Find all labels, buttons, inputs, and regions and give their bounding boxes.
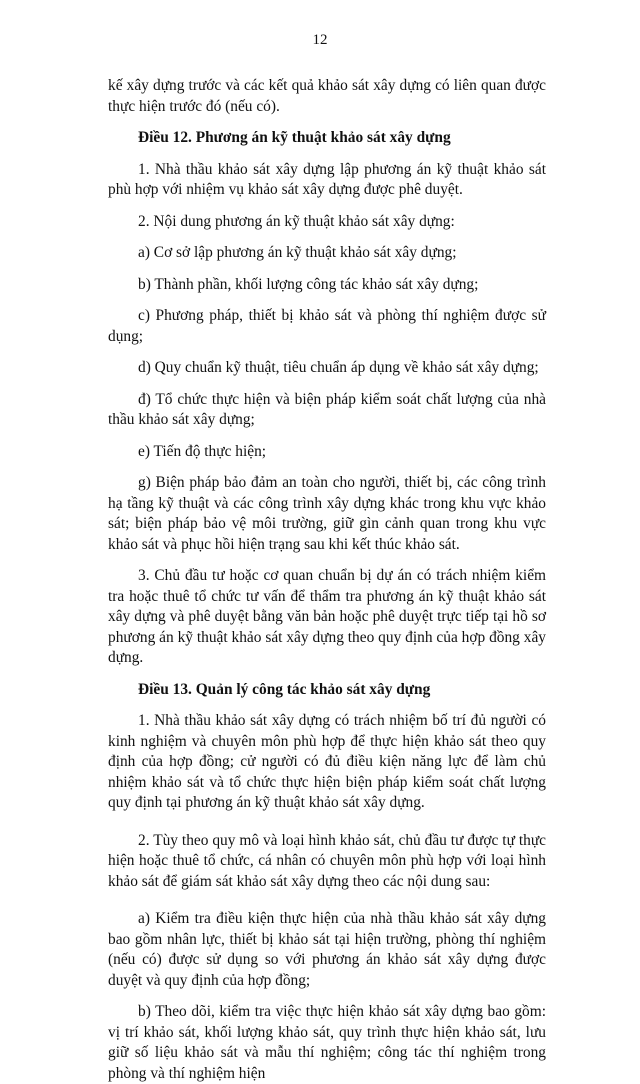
article-13-heading: Điều 13. Quản lý công tác khảo sát xây dựng [138, 680, 431, 698]
paragraph: 3. Chủ đầu tư hoặc cơ quan chuẩn bị dự án có trách nhiệm kiểm tra hoặc thuê tổ chức tư vấn để thẩm tra phương án kỹ thuật khảo sát xây dựng và phê duyệt bằng văn bản hoặc phê duyệt trực tiếp tại hồ sơ phương án kỹ thuật khảo sát xây dựng theo quy định của hợp đồng xây dựng. [108, 567, 546, 666]
paragraph-continuation: kế xây dựng trước và các kết quả khảo sát xây dựng có liên quan được thực hiện trước đó (nếu có). [108, 77, 546, 115]
article-12-heading: Điều 12. Phương án kỹ thuật khảo sát xây dựng [138, 129, 451, 146]
list-item: c) Phương pháp, thiết bị khảo sát và phòng thí nghiệm được sử dụng; [108, 307, 546, 345]
paragraph: 2. Nội dung phương án kỹ thuật khảo sát xây dựng: [138, 212, 455, 230]
list-item: đ) Tổ chức thực hiện và biện pháp kiểm soát chất lượng của nhà thầu khảo sát xây dựng; [108, 390, 546, 428]
list-item: d) Quy chuẩn kỹ thuật, tiêu chuẩn áp dụng về khảo sát xây dựng; [138, 359, 539, 376]
paragraph: 1. Nhà thầu khảo sát xây dựng có trách nhiệm bố trí đủ người có kinh nghiệm và chuyên môn phù hợp để thực hiện khảo sát theo quy định của hợp đồng; cử người có đủ điều kiện năng lực để làm chủ nhiệm khảo sát và tổ chức thực hiện biện pháp kiểm soát chất lượng quy định tại phương án kỹ thuật khảo sát xây dựng. [108, 712, 546, 811]
list-item: e) Tiến độ thực hiện; [138, 442, 267, 460]
list-item: g) Biện pháp bảo đảm an toàn cho người, thiết bị, các công trình hạ tầng kỹ thuật và các công trình xây dựng khác trong khu vực khảo sát; biện pháp bảo vệ môi trường, giữ gìn cảnh quan trong khu vực khảo sát và phục hồi hiện trạng sau khi kết thúc khảo sát. [108, 474, 546, 553]
document-body [108, 76, 546, 1084]
page-number: 12 [312, 32, 328, 48]
list-item: b) Theo dõi, kiểm tra việc thực hiện khảo sát xây dựng bao gồm: vị trí khảo sát, khối lượng khảo sát, quy trình thực hiện khảo sát, lưu giữ số liệu khảo sát và mẫu thí nghiệm; công tác thí nghiệm trong phòng và thí nghiệm hiện [108, 1003, 546, 1082]
paragraph: 2. Tùy theo quy mô và loại hình khảo sát, chủ đầu tư được tự thực hiện hoặc thuê tổ chức, cá nhân có chuyên môn phù hợp với loại hình khảo sát để giám sát khảo sát xây dựng theo các nội dung sau: [108, 831, 546, 890]
paragraph: 1. Nhà thầu khảo sát xây dựng lập phương án kỹ thuật khảo sát phù hợp với nhiệm vụ khảo sát xây dựng được phê duyệt. [108, 160, 546, 198]
list-item: b) Thành phần, khối lượng công tác khảo sát xây dựng; [138, 275, 479, 293]
list-item: a) Cơ sở lập phương án kỹ thuật khảo sát xây dựng; [138, 244, 457, 261]
list-item: a) Kiểm tra điều kiện thực hiện của nhà thầu khảo sát xây dựng bao gồm nhân lực, thiết bị khảo sát tại hiện trường, phòng thí nghiệm (nếu có) được sử dụng so với phương án khảo sát xây dựng được duyệt và quy định của hợp đồng; [108, 910, 546, 989]
